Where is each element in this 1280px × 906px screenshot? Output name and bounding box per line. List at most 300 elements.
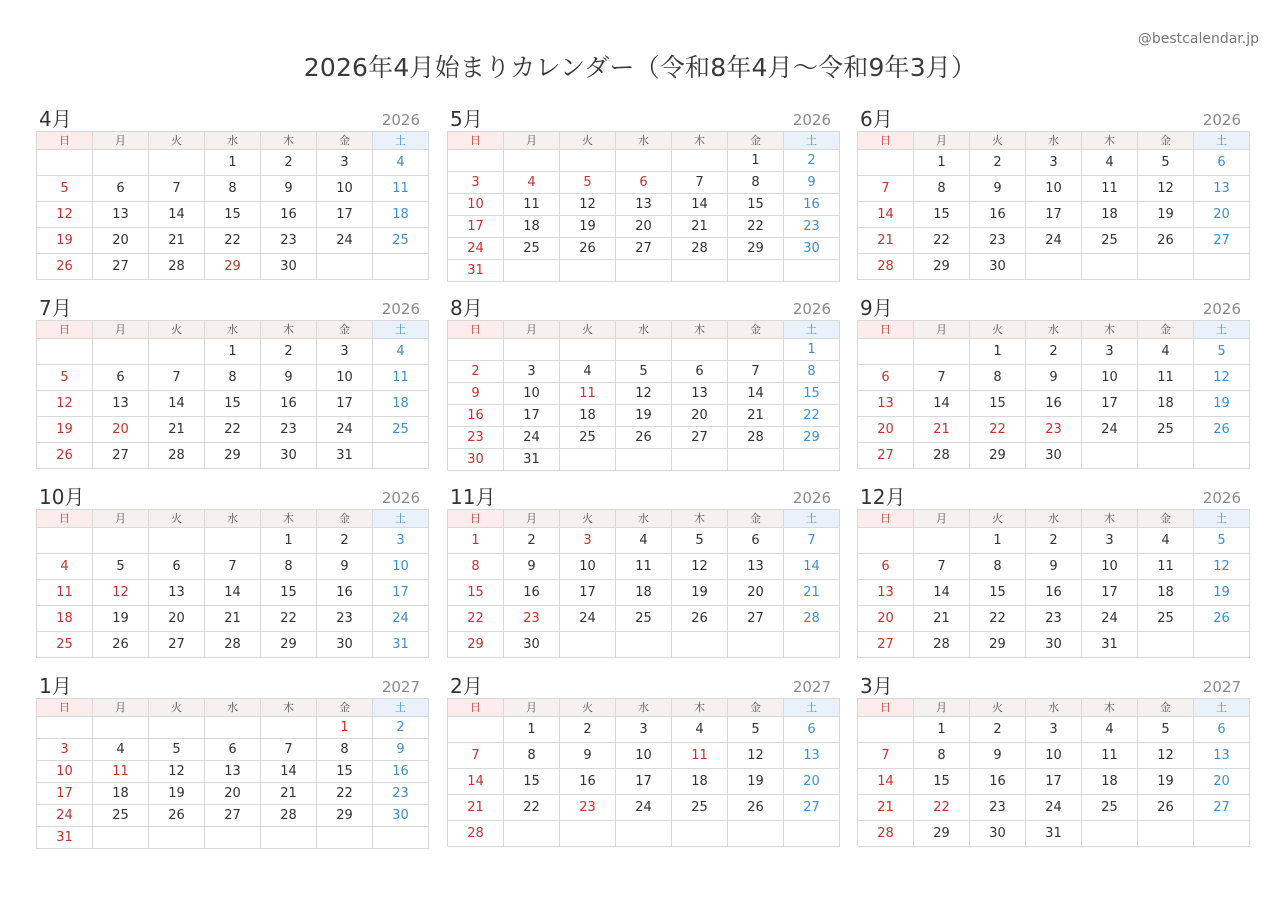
week-row: [858, 150, 1250, 176]
day-cell: 29: [205, 254, 261, 280]
day-cell: 3: [317, 339, 373, 365]
week-row: [37, 365, 429, 391]
day-cell: 18: [504, 216, 560, 238]
empty-day-cell: [1138, 254, 1194, 280]
week-row: [858, 339, 1250, 365]
day-cell: 16: [1026, 580, 1082, 606]
day-cell: 11: [504, 194, 560, 216]
weekday-header: 金: [1138, 510, 1194, 528]
day-cell: 2: [261, 339, 317, 365]
day-cell: 5: [560, 172, 616, 194]
weekday-header: 日: [448, 510, 504, 528]
weekday-header: 金: [728, 510, 784, 528]
day-cell: 8: [914, 176, 970, 202]
day-cell: 2: [970, 150, 1026, 176]
day-cell: 15: [317, 761, 373, 783]
day-cell: 7: [448, 743, 504, 769]
day-cell: 22: [970, 606, 1026, 632]
day-cell: 16: [504, 580, 560, 606]
day-cell: 4: [504, 172, 560, 194]
day-cell: 14: [914, 391, 970, 417]
empty-day-cell: [1138, 821, 1194, 847]
weekday-header: 土: [1194, 132, 1250, 150]
weekday-header: 金: [728, 132, 784, 150]
day-cell: 5: [37, 176, 93, 202]
weekday-header: 金: [728, 699, 784, 717]
day-cell: 17: [1026, 202, 1082, 228]
weekday-header: 金: [1138, 699, 1194, 717]
weekday-header: 木: [672, 132, 728, 150]
week-row: [37, 417, 429, 443]
weekday-header: 火: [149, 510, 205, 528]
day-cell: 23: [261, 417, 317, 443]
weekday-header: 金: [317, 132, 373, 150]
month-title: 8月: [450, 296, 483, 320]
day-cell: 5: [1138, 150, 1194, 176]
month-year: 2026: [1202, 111, 1241, 129]
day-cell: 12: [149, 761, 205, 783]
empty-day-cell: [616, 821, 672, 847]
day-cell: 20: [728, 580, 784, 606]
weekday-header: 水: [1026, 510, 1082, 528]
week-row: [448, 821, 840, 847]
weekday-header: 水: [205, 321, 261, 339]
weekday-header: 木: [672, 699, 728, 717]
week-row: [37, 528, 429, 554]
day-cell: 28: [448, 821, 504, 847]
empty-day-cell: [560, 449, 616, 471]
month-title: 4月: [39, 107, 72, 131]
empty-day-cell: [37, 717, 93, 739]
month-year: 2027: [792, 678, 831, 696]
day-cell: 26: [37, 443, 93, 469]
weekday-header: 月: [93, 699, 149, 717]
empty-day-cell: [728, 339, 784, 361]
day-cell: 17: [560, 580, 616, 606]
week-row: [858, 554, 1250, 580]
day-cell: 1: [914, 717, 970, 743]
empty-day-cell: [728, 260, 784, 282]
day-cell: 24: [448, 238, 504, 260]
day-cell: 7: [149, 176, 205, 202]
day-cell: 3: [616, 717, 672, 743]
day-cell: 19: [149, 783, 205, 805]
day-cell: 2: [261, 150, 317, 176]
weekday-header: 火: [149, 132, 205, 150]
empty-day-cell: [448, 339, 504, 361]
empty-day-cell: [560, 150, 616, 172]
day-cell: 24: [373, 606, 429, 632]
day-cell: 29: [205, 443, 261, 469]
month-title: 12月: [860, 485, 906, 509]
week-row: [37, 827, 429, 849]
empty-day-cell: [672, 821, 728, 847]
day-cell: 2: [373, 717, 429, 739]
day-cell: 21: [205, 606, 261, 632]
day-cell: 5: [616, 361, 672, 383]
empty-day-cell: [914, 528, 970, 554]
week-row: [858, 391, 1250, 417]
empty-day-cell: [914, 339, 970, 365]
week-row: [858, 443, 1250, 469]
week-row: [858, 795, 1250, 821]
day-cell: 22: [970, 417, 1026, 443]
weekday-header-row: [37, 699, 429, 717]
day-cell: 18: [1138, 580, 1194, 606]
week-row: [37, 783, 429, 805]
day-cell: 6: [616, 172, 672, 194]
day-cell: 15: [970, 391, 1026, 417]
day-cell: 2: [448, 361, 504, 383]
day-cell: 30: [373, 805, 429, 827]
day-cell: 24: [317, 417, 373, 443]
weekday-header: 火: [560, 699, 616, 717]
week-row: [448, 554, 840, 580]
day-cell: 10: [1026, 743, 1082, 769]
day-cell: 7: [858, 743, 914, 769]
day-cell: 30: [261, 443, 317, 469]
month-block: [857, 485, 1244, 658]
day-cell: 7: [149, 365, 205, 391]
day-cell: 17: [504, 405, 560, 427]
month-block: [857, 674, 1244, 847]
day-cell: 15: [504, 769, 560, 795]
day-cell: 30: [317, 632, 373, 658]
day-cell: 17: [317, 391, 373, 417]
weekday-header-row: [448, 510, 840, 528]
empty-day-cell: [858, 528, 914, 554]
empty-day-cell: [448, 717, 504, 743]
month-header: [857, 485, 1244, 509]
day-cell: 31: [37, 827, 93, 849]
day-cell: 14: [728, 383, 784, 405]
empty-day-cell: [149, 150, 205, 176]
empty-day-cell: [93, 528, 149, 554]
weekday-header: 土: [373, 510, 429, 528]
week-row: [37, 805, 429, 827]
week-row: [858, 528, 1250, 554]
day-cell: 27: [149, 632, 205, 658]
month-year: 2026: [792, 300, 831, 318]
weekday-header: 水: [205, 132, 261, 150]
empty-day-cell: [37, 339, 93, 365]
day-cell: 1: [261, 528, 317, 554]
day-cell: 28: [914, 632, 970, 658]
weekday-header-row: [37, 321, 429, 339]
week-row: [448, 606, 840, 632]
day-cell: 8: [317, 739, 373, 761]
month-title: 5月: [450, 107, 483, 131]
weekday-header-row: [448, 321, 840, 339]
day-cell: 23: [560, 795, 616, 821]
day-cell: 1: [317, 717, 373, 739]
day-cell: 3: [560, 528, 616, 554]
month-title: 7月: [39, 296, 72, 320]
empty-day-cell: [672, 339, 728, 361]
day-cell: 18: [1082, 202, 1138, 228]
day-cell: 10: [1082, 554, 1138, 580]
day-cell: 29: [448, 632, 504, 658]
day-cell: 4: [560, 361, 616, 383]
weekday-header: 日: [858, 132, 914, 150]
day-cell: 4: [1082, 717, 1138, 743]
day-cell: 19: [1138, 769, 1194, 795]
weekday-header: 火: [560, 132, 616, 150]
day-cell: 20: [93, 417, 149, 443]
day-cell: 27: [858, 632, 914, 658]
empty-day-cell: [448, 150, 504, 172]
day-cell: 10: [448, 194, 504, 216]
day-cell: 1: [504, 717, 560, 743]
day-cell: 15: [914, 202, 970, 228]
weekday-header-row: [37, 510, 429, 528]
day-cell: 25: [93, 805, 149, 827]
day-cell: 20: [784, 769, 840, 795]
day-cell: 21: [149, 417, 205, 443]
day-cell: 27: [784, 795, 840, 821]
day-cell: 13: [728, 554, 784, 580]
day-cell: 4: [616, 528, 672, 554]
month-header: [447, 296, 834, 320]
day-cell: 16: [261, 202, 317, 228]
empty-day-cell: [616, 339, 672, 361]
month-table: [36, 698, 429, 849]
day-cell: 13: [93, 391, 149, 417]
day-cell: 19: [37, 417, 93, 443]
month-year: 2026: [381, 300, 420, 318]
day-cell: 17: [317, 202, 373, 228]
weekday-header: 火: [149, 699, 205, 717]
week-row: [448, 632, 840, 658]
month-block: [447, 485, 834, 658]
weekday-header: 金: [1138, 321, 1194, 339]
day-cell: 6: [1194, 717, 1250, 743]
month-title: 1月: [39, 674, 72, 698]
day-cell: 6: [858, 365, 914, 391]
empty-day-cell: [93, 827, 149, 849]
empty-day-cell: [858, 717, 914, 743]
day-cell: 17: [373, 580, 429, 606]
empty-day-cell: [672, 449, 728, 471]
day-cell: 10: [1026, 176, 1082, 202]
day-cell: 8: [914, 743, 970, 769]
empty-day-cell: [1082, 443, 1138, 469]
empty-day-cell: [560, 821, 616, 847]
weekday-header: 日: [37, 699, 93, 717]
week-row: [448, 743, 840, 769]
day-cell: 8: [504, 743, 560, 769]
day-cell: 31: [504, 449, 560, 471]
day-cell: 9: [1026, 554, 1082, 580]
week-row: [37, 339, 429, 365]
month-title: 9月: [860, 296, 893, 320]
empty-day-cell: [37, 150, 93, 176]
day-cell: 18: [373, 202, 429, 228]
day-cell: 30: [1026, 632, 1082, 658]
week-row: [448, 150, 840, 172]
day-cell: 6: [205, 739, 261, 761]
weekday-header: 木: [261, 321, 317, 339]
day-cell: 25: [1138, 606, 1194, 632]
empty-day-cell: [1026, 254, 1082, 280]
month-title: 11月: [450, 485, 496, 509]
day-cell: 6: [858, 554, 914, 580]
day-cell: 15: [205, 202, 261, 228]
month-year: 2027: [1202, 678, 1241, 696]
day-cell: 28: [149, 443, 205, 469]
day-cell: 13: [672, 383, 728, 405]
day-cell: 18: [672, 769, 728, 795]
day-cell: 8: [970, 554, 1026, 580]
week-row: [858, 365, 1250, 391]
day-cell: 27: [1194, 795, 1250, 821]
month-year: 2026: [381, 489, 420, 507]
empty-day-cell: [1082, 254, 1138, 280]
day-cell: 23: [1026, 606, 1082, 632]
day-cell: 16: [373, 761, 429, 783]
week-row: [858, 417, 1250, 443]
month-table: [857, 509, 1250, 658]
week-row: [858, 228, 1250, 254]
day-cell: 18: [560, 405, 616, 427]
day-cell: 10: [317, 365, 373, 391]
day-cell: 20: [858, 606, 914, 632]
weekday-header: 土: [1194, 321, 1250, 339]
week-row: [448, 216, 840, 238]
weekday-header: 土: [1194, 699, 1250, 717]
day-cell: 21: [784, 580, 840, 606]
day-cell: 29: [317, 805, 373, 827]
day-cell: 22: [914, 795, 970, 821]
month-header: [36, 485, 423, 509]
month-block: [36, 107, 423, 280]
day-cell: 12: [1138, 176, 1194, 202]
day-cell: 16: [448, 405, 504, 427]
day-cell: 24: [1082, 606, 1138, 632]
day-cell: 1: [205, 150, 261, 176]
day-cell: 28: [205, 632, 261, 658]
month-block: [857, 296, 1244, 469]
day-cell: 5: [1194, 528, 1250, 554]
day-cell: 5: [37, 365, 93, 391]
day-cell: 30: [448, 449, 504, 471]
month-title: 10月: [39, 485, 85, 509]
day-cell: 4: [1082, 150, 1138, 176]
month-block: [36, 296, 423, 469]
week-row: [37, 391, 429, 417]
day-cell: 7: [914, 554, 970, 580]
month-block: [447, 107, 834, 282]
day-cell: 17: [616, 769, 672, 795]
empty-day-cell: [373, 443, 429, 469]
day-cell: 1: [970, 339, 1026, 365]
day-cell: 10: [504, 383, 560, 405]
weekday-header: 土: [373, 321, 429, 339]
weekday-header: 月: [93, 510, 149, 528]
day-cell: 17: [448, 216, 504, 238]
day-cell: 14: [149, 202, 205, 228]
empty-day-cell: [560, 632, 616, 658]
day-cell: 15: [205, 391, 261, 417]
weekday-header: 月: [914, 132, 970, 150]
week-row: [37, 717, 429, 739]
day-cell: 3: [373, 528, 429, 554]
day-cell: 21: [261, 783, 317, 805]
day-cell: 28: [784, 606, 840, 632]
day-cell: 13: [205, 761, 261, 783]
day-cell: 24: [1026, 795, 1082, 821]
day-cell: 8: [728, 172, 784, 194]
weekday-header: 火: [560, 321, 616, 339]
weekday-header: 土: [784, 510, 840, 528]
month-header: [447, 485, 834, 509]
day-cell: 8: [784, 361, 840, 383]
day-cell: 10: [317, 176, 373, 202]
week-row: [858, 176, 1250, 202]
weekday-header: 日: [448, 321, 504, 339]
day-cell: 24: [560, 606, 616, 632]
day-cell: 20: [858, 417, 914, 443]
day-cell: 21: [858, 228, 914, 254]
day-cell: 29: [914, 254, 970, 280]
day-cell: 11: [1082, 743, 1138, 769]
weekday-header: 月: [914, 699, 970, 717]
day-cell: 11: [1082, 176, 1138, 202]
weekday-header: 月: [914, 510, 970, 528]
weekday-header: 火: [970, 699, 1026, 717]
week-row: [858, 717, 1250, 743]
day-cell: 17: [1082, 580, 1138, 606]
empty-day-cell: [261, 717, 317, 739]
day-cell: 31: [1082, 632, 1138, 658]
day-cell: 16: [1026, 391, 1082, 417]
day-cell: 12: [728, 743, 784, 769]
weekday-header: 日: [37, 510, 93, 528]
day-cell: 27: [858, 443, 914, 469]
week-row: [37, 176, 429, 202]
empty-day-cell: [616, 150, 672, 172]
day-cell: 25: [37, 632, 93, 658]
day-cell: 4: [93, 739, 149, 761]
day-cell: 28: [261, 805, 317, 827]
empty-day-cell: [317, 827, 373, 849]
day-cell: 11: [373, 365, 429, 391]
month-year: 2026: [792, 489, 831, 507]
day-cell: 1: [448, 528, 504, 554]
day-cell: 26: [616, 427, 672, 449]
weekday-header: 木: [672, 510, 728, 528]
week-row: [37, 150, 429, 176]
week-row: [858, 202, 1250, 228]
day-cell: 18: [1138, 391, 1194, 417]
empty-day-cell: [728, 449, 784, 471]
weekday-header: 水: [1026, 321, 1082, 339]
day-cell: 14: [149, 391, 205, 417]
weekday-header: 水: [205, 699, 261, 717]
day-cell: 26: [1138, 228, 1194, 254]
empty-day-cell: [504, 260, 560, 282]
day-cell: 23: [970, 795, 1026, 821]
empty-day-cell: [784, 632, 840, 658]
weekday-header: 水: [616, 132, 672, 150]
day-cell: 9: [373, 739, 429, 761]
day-cell: 9: [504, 554, 560, 580]
day-cell: 10: [37, 761, 93, 783]
week-row: [448, 580, 840, 606]
day-cell: 23: [373, 783, 429, 805]
empty-day-cell: [1194, 443, 1250, 469]
empty-day-cell: [317, 254, 373, 280]
